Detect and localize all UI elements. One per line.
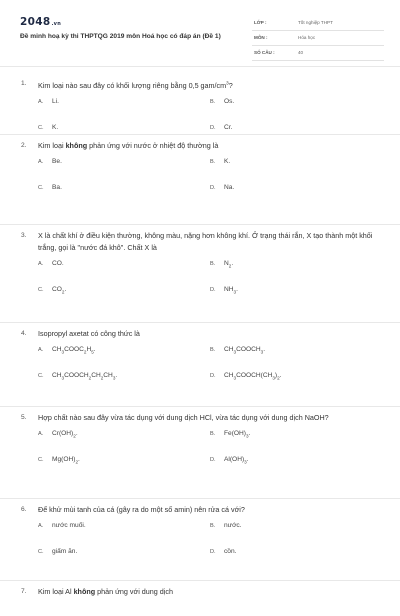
question-item	[0, 78, 400, 135]
option-letter: B.	[210, 431, 216, 437]
question-number: 3.	[21, 232, 27, 239]
answer-option[interactable]	[210, 158, 230, 165]
question-number: 5.	[21, 414, 27, 421]
question-text	[16, 78, 384, 92]
option-text: nước.	[224, 522, 242, 529]
option-letter: B.	[210, 523, 216, 529]
answer-option[interactable]	[38, 184, 62, 191]
option-text: nước muối.	[52, 522, 86, 529]
option-text: $CO_2$.	[52, 286, 67, 295]
question-number: 1.	[21, 80, 27, 87]
option-letter: D.	[210, 125, 216, 132]
question-text	[16, 586, 384, 598]
meta-label: LỚP :	[254, 20, 267, 25]
meta-value: Tốt nghiệp THPT	[298, 20, 333, 25]
question-body: Kim loại Al không phản ứng với dung dịch	[38, 587, 173, 596]
answer-option[interactable]	[210, 184, 234, 191]
option-letter: C.	[38, 549, 44, 555]
page-title: Đề minh hoạ kỳ thi THPTQG 2019 môn Hoá học có đáp án (Đề 1)	[20, 33, 221, 40]
option-text: $CH_3COOCH_2CH_2CH_3$.	[52, 372, 118, 381]
answer-option[interactable]	[38, 286, 66, 294]
option-text: $Al(OH)_3$.	[224, 456, 249, 465]
answer-option[interactable]	[38, 158, 62, 165]
option-letter: C.	[38, 185, 44, 191]
answer-option[interactable]	[210, 260, 233, 268]
meta-row	[252, 31, 384, 46]
question-number: 7.	[21, 588, 27, 595]
answer-option[interactable]	[210, 430, 250, 438]
question-body: Isopropyl axetat có công thức là	[38, 329, 140, 338]
question-body: Kim loại nào sau đây có khối lượng riêng bằng 0,5 gam/$cm^3$?	[38, 81, 233, 91]
answer-option[interactable]	[38, 346, 96, 354]
option-text: $NH_3$.	[224, 286, 238, 295]
answer-option[interactable]	[210, 548, 236, 555]
answer-option[interactable]	[38, 372, 117, 380]
option-text: cồn.	[224, 548, 237, 555]
option-text: K.	[52, 124, 59, 132]
option-text: Be.	[52, 158, 62, 165]
option-letter: D.	[210, 185, 216, 191]
option-text: $CH_3COOC_2H_5$.	[52, 346, 96, 355]
answer-option[interactable]	[210, 124, 232, 131]
option-letter: C.	[38, 125, 44, 132]
meta-row	[252, 46, 384, 61]
meta-label: MÔN :	[254, 35, 268, 40]
option-letter: A.	[38, 347, 44, 353]
option-letter: B.	[210, 261, 216, 267]
answer-option[interactable]	[38, 260, 64, 267]
question-item	[0, 328, 400, 407]
option-text: Ba.	[52, 184, 62, 191]
option-text: giấm ăn.	[52, 548, 78, 555]
question-item	[0, 586, 400, 616]
option-letter: D.	[210, 287, 216, 293]
option-letter: D.	[210, 373, 216, 379]
option-text: $CH_3COOCH_3$.	[224, 346, 266, 355]
question-text	[16, 504, 384, 516]
question-number: 4.	[21, 330, 27, 337]
option-letter: A.	[38, 261, 44, 267]
document-header	[16, 12, 384, 72]
answer-option[interactable]	[210, 346, 265, 354]
option-letter: D.	[210, 549, 216, 555]
answer-options	[16, 98, 384, 142]
answer-options	[16, 346, 384, 390]
question-item	[0, 140, 400, 225]
answer-option[interactable]	[210, 286, 238, 294]
option-text: $Fe(OH)_3$.	[224, 430, 251, 439]
answer-option[interactable]	[210, 98, 234, 105]
question-body: Để khử mùi tanh của cá (gây ra do một số amin) nên rửa cá với?	[38, 505, 245, 514]
question-text	[16, 328, 384, 340]
option-letter: C.	[38, 373, 44, 379]
option-letter: A.	[38, 99, 44, 106]
answer-options	[16, 522, 384, 566]
question-text	[16, 412, 384, 424]
logo-text: 2048	[20, 16, 51, 28]
option-text: $CH_3COOCH(CH_3)_2$.	[224, 372, 282, 381]
meta-value: Hóa học	[298, 35, 316, 40]
site-logo[interactable]	[20, 16, 61, 28]
answer-option[interactable]	[38, 98, 59, 105]
meta-value: 40	[298, 50, 304, 55]
option-letter: C.	[38, 457, 44, 463]
option-letter: B.	[210, 99, 216, 106]
answer-option[interactable]	[210, 522, 242, 529]
answer-options	[16, 260, 384, 304]
answer-option[interactable]	[210, 372, 282, 380]
question-item	[0, 412, 400, 499]
option-text: Cr.	[224, 124, 233, 132]
option-text: CO.	[52, 260, 64, 267]
question-number: 2.	[21, 142, 27, 149]
logo-suffix: .vn	[51, 21, 62, 27]
question-text	[16, 230, 384, 254]
option-letter: B.	[210, 159, 216, 165]
answer-option[interactable]	[38, 548, 77, 555]
option-letter: A.	[38, 523, 44, 529]
option-text: $Cr(OH)_2$.	[52, 430, 78, 439]
meta-label: SỐ CÂU :	[254, 50, 275, 55]
question-text	[16, 140, 384, 152]
question-item	[0, 504, 400, 581]
option-letter: A.	[38, 431, 44, 437]
meta-row	[252, 16, 384, 31]
option-letter: A.	[38, 159, 44, 165]
answer-option[interactable]	[38, 124, 58, 131]
meta-table	[252, 16, 384, 61]
option-text: Na.	[224, 184, 235, 191]
option-text: Os.	[224, 98, 235, 106]
option-text: $Mg(OH)_2$.	[52, 456, 80, 465]
option-text: Li.	[52, 98, 59, 106]
option-letter: B.	[210, 347, 216, 353]
question-body: Kim loại không phản ứng với nước ở nhiệt độ thường là	[38, 141, 219, 150]
answer-option[interactable]	[38, 522, 86, 529]
header-divider	[0, 66, 400, 67]
question-number: 6.	[21, 506, 27, 513]
answer-option[interactable]	[38, 456, 80, 464]
answer-options	[16, 430, 384, 474]
answer-options	[16, 158, 384, 202]
option-letter: D.	[210, 457, 216, 463]
option-text: $N_2$.	[224, 260, 234, 269]
option-letter: C.	[38, 287, 44, 293]
option-text: K.	[224, 158, 231, 165]
question-body: Hợp chất nào sau đây vừa tác dụng với dung dịch HCl, vừa tác dụng với dung dịch NaOH?	[38, 413, 329, 422]
question-body: X là chất khí ở điều kiện thường, không màu, nặng hơn không khí. Ở trạng thái rắn, X tạo thành một khối trắng, gọi là "nước đá khô". Chất X là	[38, 231, 373, 252]
question-item	[0, 230, 400, 323]
answer-option[interactable]	[38, 430, 78, 438]
answer-option[interactable]	[210, 456, 249, 464]
